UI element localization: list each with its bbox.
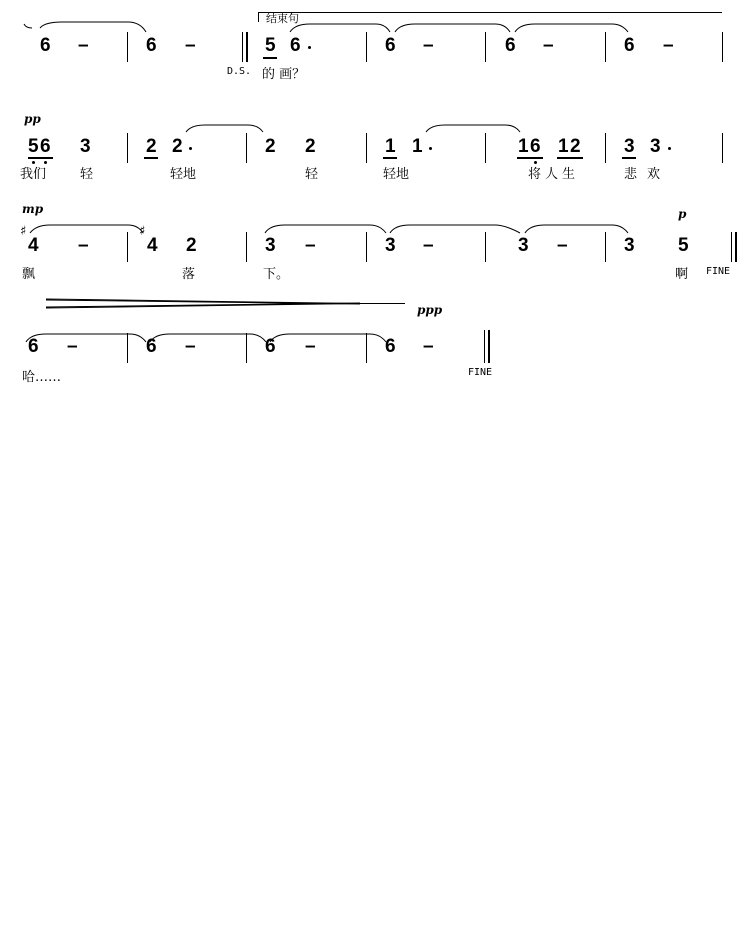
dash: –	[78, 235, 89, 256]
note: 4	[28, 235, 39, 256]
note: 5	[678, 235, 689, 256]
double-barline-thin	[242, 32, 243, 62]
underline	[517, 157, 543, 159]
low-octave-dot	[534, 161, 537, 164]
lyric: 轻地	[170, 167, 197, 182]
note: 3	[385, 235, 396, 256]
barline	[127, 333, 128, 363]
underline	[383, 157, 397, 159]
underline	[622, 157, 636, 159]
underline	[263, 57, 277, 59]
barline	[605, 133, 606, 163]
dash: –	[423, 35, 434, 56]
note: 6	[146, 35, 157, 56]
low-octave-dot	[32, 161, 35, 164]
final-barline-thick	[735, 232, 737, 262]
augmentation-dot	[189, 147, 192, 150]
barline	[722, 133, 723, 163]
tie-arcs-row-2	[0, 100, 750, 140]
note: 2	[172, 136, 183, 157]
note: 2	[146, 136, 157, 157]
barline	[127, 133, 128, 163]
dash: –	[185, 35, 196, 56]
note: 6	[385, 336, 396, 357]
dash: –	[67, 336, 78, 357]
fine-marking: FINE	[706, 266, 731, 277]
barline	[366, 232, 367, 262]
barline	[485, 133, 486, 163]
note: 5	[265, 35, 276, 56]
dash: –	[305, 235, 316, 256]
lyric: 轻地	[383, 167, 410, 182]
lyric: 悲欢	[624, 167, 671, 182]
note: 6	[146, 336, 157, 357]
barline	[246, 133, 247, 163]
note: 4	[147, 235, 158, 256]
lyric: 飘	[22, 267, 36, 282]
dynamic-marking: ppp	[417, 303, 443, 317]
note: 3	[650, 136, 661, 157]
lyric: 我们	[20, 167, 47, 182]
augmentation-dot	[429, 147, 432, 150]
final-barline-thin	[731, 232, 732, 262]
dash: –	[78, 35, 89, 56]
dash: –	[185, 336, 196, 357]
note: 1	[558, 136, 569, 157]
lyric: 轻	[80, 167, 94, 182]
tie-arcs-row-3	[0, 200, 750, 240]
note: 6	[290, 35, 301, 56]
barline	[366, 333, 367, 363]
dash: –	[663, 35, 674, 56]
dynamic-marking: mp	[22, 202, 44, 216]
final-barline-thick	[488, 330, 490, 363]
barline	[127, 232, 128, 262]
barline	[605, 32, 606, 62]
dash: –	[557, 235, 568, 256]
barline	[246, 333, 247, 363]
tie-arcs-row-4	[0, 310, 750, 350]
note: 3	[624, 136, 635, 157]
note: 2	[570, 136, 581, 157]
augmentation-dot	[308, 46, 311, 49]
note: 3	[518, 235, 529, 256]
note: 1	[412, 136, 423, 157]
dash: –	[423, 235, 434, 256]
lyric: 轻	[305, 167, 319, 182]
note: 5	[28, 136, 39, 157]
lyric: 下。	[263, 267, 290, 282]
note: 1	[518, 136, 529, 157]
dash: –	[423, 336, 434, 357]
double-barline-thick	[246, 32, 248, 62]
dynamic-marking: pp	[24, 112, 41, 126]
underline	[557, 157, 583, 159]
note: 3	[265, 235, 276, 256]
fine-marking: FINE	[468, 367, 493, 378]
underline	[28, 157, 53, 159]
note: 6	[40, 35, 51, 56]
sharp-sign: ♯	[20, 224, 27, 239]
volta-label: 结束句	[266, 12, 299, 25]
barline	[605, 232, 606, 262]
note: 2	[186, 235, 197, 256]
barline	[246, 232, 247, 262]
dynamic-marking: p	[678, 207, 687, 221]
lyric: 的 画？	[262, 67, 306, 82]
ds-marking: D.S.	[227, 66, 252, 77]
note: 3	[624, 235, 635, 256]
dash: –	[543, 35, 554, 56]
final-barline-thin	[484, 330, 485, 363]
dash: –	[305, 336, 316, 357]
lyric: 落	[182, 267, 196, 282]
barline	[366, 133, 367, 163]
barline	[485, 232, 486, 262]
low-octave-dot	[44, 161, 47, 164]
note: 2	[305, 136, 316, 157]
note: 6	[530, 136, 541, 157]
lyric: 哈……	[22, 370, 62, 385]
sharp-sign: ♯	[139, 224, 146, 239]
underline	[144, 157, 158, 159]
note: 1	[385, 136, 396, 157]
barline	[485, 32, 486, 62]
augmentation-dot	[668, 147, 671, 150]
note: 6	[28, 336, 39, 357]
lyric: 啊	[675, 267, 689, 282]
note: 6	[624, 35, 635, 56]
barline	[127, 32, 128, 62]
note: 3	[80, 136, 91, 157]
barline	[366, 32, 367, 62]
note: 6	[40, 136, 51, 157]
note: 6	[505, 35, 516, 56]
barline	[722, 32, 723, 62]
note: 6	[385, 35, 396, 56]
tie-arcs-row-1	[0, 0, 750, 40]
note: 6	[265, 336, 276, 357]
lyric: 将人生	[528, 167, 580, 182]
note: 2	[265, 136, 276, 157]
